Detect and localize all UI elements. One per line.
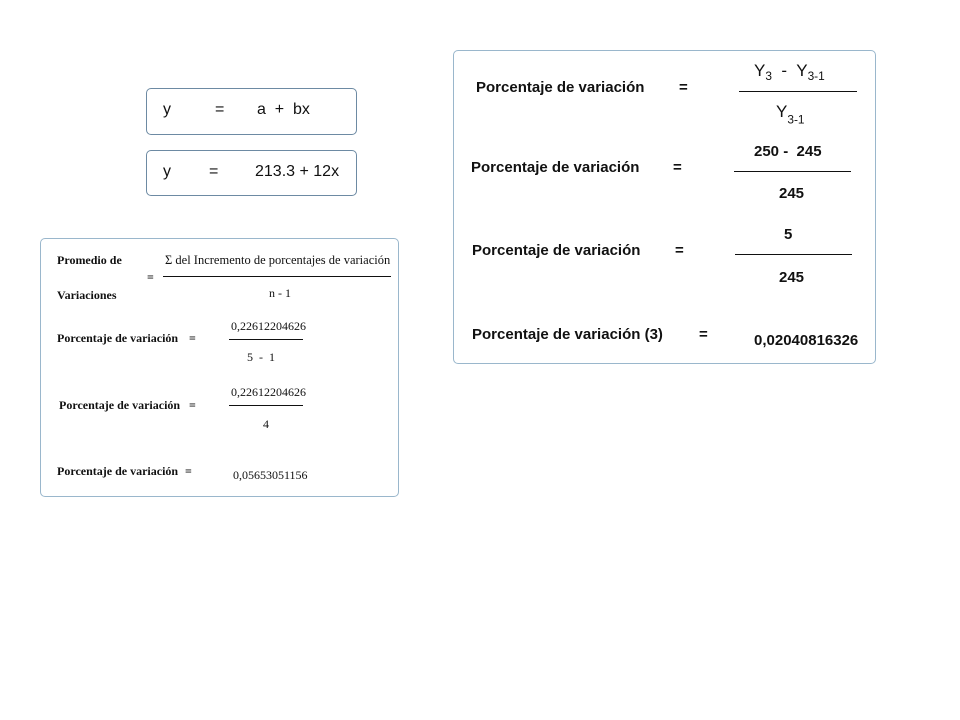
step1-label: Porcentaje de variación (57, 331, 179, 345)
formula-fraction-bar (739, 91, 857, 92)
equation-general-lhs: y (163, 101, 171, 118)
difference-label: Porcentaje de variación (472, 242, 641, 259)
step2-equals: = (189, 398, 196, 412)
promedio-fraction-bar (163, 276, 391, 277)
promedio-label-line2: Variaciones (57, 288, 117, 302)
equation-fitted-rhs: 213.3 + 12x (255, 163, 340, 180)
equation-general-rhs: a + bx (257, 101, 310, 118)
result-label: Porcentaje de variación (3) (472, 326, 663, 343)
difference-fraction-bar (735, 254, 852, 255)
formula-minus: - (771, 61, 797, 80)
promedio-label-line1: Promedio de (57, 253, 122, 267)
equation-general-equals: = (215, 101, 225, 118)
substitution-fraction-bar (734, 171, 851, 172)
step2-label: Porcentaje de variación (59, 398, 181, 412)
average-variation-panel (40, 238, 399, 497)
step1-fraction-bar (229, 339, 303, 340)
promedio-numerator: Σ del Incremento de porcentajes de variación (165, 253, 391, 267)
promedio-equals: = (147, 270, 154, 284)
promedio-denominator: n - 1 (269, 286, 291, 300)
equation-fitted-equals: = (209, 163, 219, 180)
formula-numerator-sub2: 3-1 (807, 69, 825, 84)
step1-denominator: 5 - 1 (247, 350, 275, 364)
step1-numerator: 0,22612204626 (231, 319, 306, 333)
step2-denominator: 4 (263, 417, 269, 431)
variation-percentage-panel (453, 50, 876, 364)
formula-numerator-sub1: 3 (765, 69, 772, 84)
difference-denominator: 245 (779, 269, 805, 286)
difference-numerator: 5 (784, 226, 793, 243)
formula-denominator-y: Y (776, 102, 788, 121)
formula-numerator (754, 61, 825, 83)
substitution-equals: = (673, 159, 682, 176)
difference-equals: = (675, 242, 684, 259)
result-equals: = (699, 326, 708, 343)
equation-fitted-box (146, 150, 357, 196)
equation-general-box (146, 88, 357, 135)
step3-equals: = (185, 464, 192, 478)
step1-equals: = (189, 331, 196, 345)
formula-numerator-y2: Y (796, 61, 808, 80)
substitution-denominator: 245 (779, 185, 805, 202)
formula-label: Porcentaje de variación (476, 79, 645, 96)
formula-denominator-sub: 3-1 (787, 112, 805, 127)
step3-label: Porcentaje de variación (57, 464, 179, 478)
equation-fitted-lhs: y (163, 163, 171, 180)
result-value: 0,02040816326 (754, 332, 859, 349)
substitution-label: Porcentaje de variación (471, 159, 640, 176)
step3-result: 0,05653051156 (233, 468, 308, 482)
formula-denominator (776, 102, 805, 127)
formula-numerator-y: Y (754, 61, 766, 80)
substitution-numerator: 250 - 245 (754, 143, 822, 160)
step2-numerator: 0,22612204626 (231, 385, 306, 399)
step2-fraction-bar (229, 405, 303, 406)
formula-equals: = (679, 79, 688, 96)
